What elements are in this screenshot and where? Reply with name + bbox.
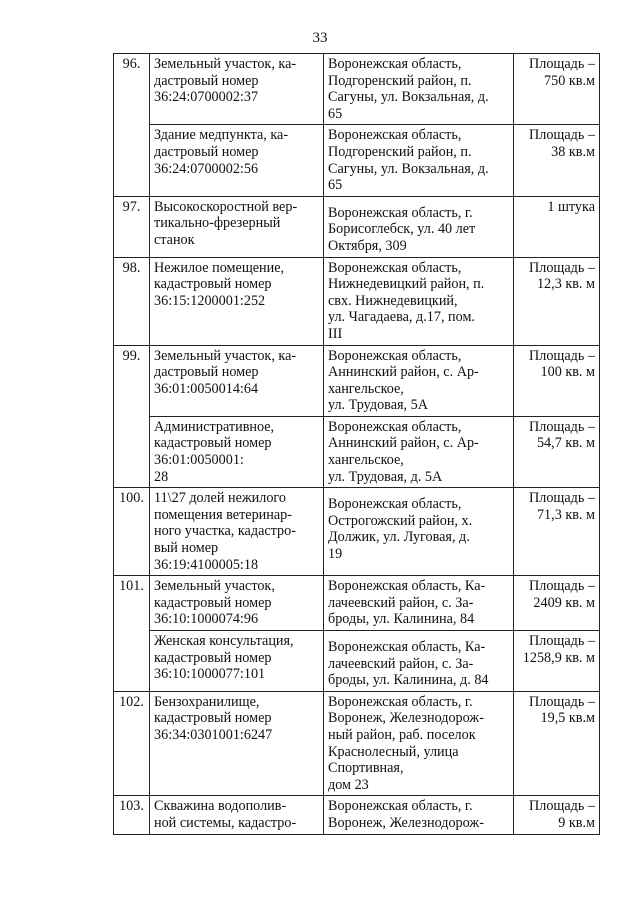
object-size [514,257,600,345]
object-name-line: помещения ветеринар- [154,506,292,523]
object-name-line: кадастровый номер [154,649,272,666]
object-address [324,631,514,692]
object-name-line: Земельный участок, [154,578,275,595]
table-row [114,691,600,796]
object-name [150,196,324,257]
row-number: 96. [114,54,150,197]
object-size-line: 71,3 кв. м [536,506,595,523]
object-size-line: Площадь – [529,418,595,435]
row-number: 97. [114,196,150,257]
object-size-line: 100 кв. м [540,364,595,381]
object-name-line: 36:10:1000077:101 [154,666,266,683]
table-row [114,631,600,692]
object-address-line: 65 [328,105,343,122]
row-number: 103. [114,796,150,834]
object-address [324,345,514,416]
object-address-line: Краснолесный, улица [328,743,459,760]
object-size-line: Площадь – [529,490,595,507]
object-address-line: III [328,325,343,342]
object-size [514,488,600,576]
object-address-line: ул. Трудовая, 5А [328,397,428,414]
object-name-line: 36:10:1000074:96 [154,611,259,628]
object-address-line: дом 23 [328,776,369,793]
object-size [514,691,600,796]
table-row [114,796,600,834]
object-name [150,576,324,631]
object-address-line: 65 [328,177,343,194]
object-size-line: 1 штука [547,198,595,215]
object-name-line: Здание медпункта, ка- [154,127,289,144]
object-address-line: Воронежская область, г. [328,204,473,221]
object-address [324,488,514,576]
object-address-line: 19 [328,546,343,563]
table-row [114,345,600,416]
object-address-line: броды, ул. Калинина, д. 84 [328,672,489,689]
object-name-line: Скважина водополив- [154,798,287,815]
object-name-line: 36:24:0700002:37 [154,89,259,106]
object-address-line: Сагуны, ул. Вокзальная, д. [328,160,489,177]
object-address-line: лачеевский район, с. За- [328,655,474,672]
object-size [514,125,600,196]
object-name-line: дастровый номер [154,364,259,381]
object-name-line: Бензохранилище, [154,693,260,710]
object-address-line: Воронежская область, [328,259,462,276]
object-name-line: Женская консультация, [154,633,294,649]
object-name-line: Высокоскоростной вер- [154,198,298,215]
object-address-line: Воронежская область, [328,127,462,144]
object-address-line: Воронежская область, [328,56,462,72]
object-name-line: Земельный участок, ка- [154,347,297,364]
object-name-line: 36:01:0050014:64 [154,380,259,397]
object-address [324,257,514,345]
object-name-line: кадастровый номер [154,276,272,293]
row-number: 102. [114,691,150,796]
object-name-line: кадастровый номер [154,594,272,611]
object-name-line: 36:01:0050001: [154,452,244,469]
object-size-line: 19,5 кв.м [540,710,595,727]
page-number: 33 [312,30,328,46]
object-name-line: 36:19:4100005:18 [154,556,259,573]
object-address-line: Острогожский район, х. [328,512,473,529]
object-size-line: Площадь – [529,259,595,276]
object-name-line: станок [154,231,195,248]
object-address-line: Воронежская область, [328,496,462,513]
object-address-line: Воронежская область, г. [328,798,473,815]
object-address-line: Спортивная, [328,760,404,777]
object-address-line: Подгоренский район, п. [328,72,472,89]
object-size-line: 54,7 кв. м [536,435,595,452]
object-size-line: Площадь – [529,633,595,649]
object-address-line: Борисоглебск, ул. 40 лет [328,221,476,238]
object-address-line: Октября, 309 [328,237,407,254]
table-row [114,416,600,487]
object-name [150,796,324,834]
object-size [514,416,600,487]
object-size-line: 750 кв.м [544,72,595,89]
row-number: 98. [114,257,150,345]
object-address [324,576,514,631]
object-size [514,631,600,692]
object-size [514,345,600,416]
table-row [114,576,600,631]
object-name-line: кадастровый номер [154,435,272,452]
object-size-line: 9 кв.м [558,814,595,831]
object-name-line: вый номер [154,540,219,557]
object-address-line: Должик, ул. Луговая, д. [328,529,470,546]
object-address [324,796,514,834]
object-address-line: Сагуны, ул. Вокзальная, д. [328,89,489,106]
object-name-line: 11\27 долей нежилого [154,490,286,507]
object-size-line: Площадь – [529,127,595,144]
object-address-line: Воронежская область, Ка- [328,578,486,595]
object-address-line: Аннинский район, с. Ар- [328,435,479,452]
object-address-line: Воронежская область, [328,418,462,435]
object-size-line: 38 кв.м [551,143,595,160]
object-name-line: 28 [154,468,169,485]
object-name-line: тикально-фрезерный [154,215,281,232]
object-name [150,416,324,487]
object-address [324,54,514,125]
object-name-line: Административное, [154,418,275,435]
object-address [324,691,514,796]
object-size-line: Площадь – [529,347,595,364]
object-size-line: Площадь – [529,798,595,815]
object-address-line: Воронеж, Железнодорож- [328,814,484,831]
object-address-line: броды, ул. Калинина, 84 [328,611,475,628]
object-size-line: Площадь – [529,56,595,72]
object-address-line: Воронежская область, [328,347,462,364]
object-address-line: лачеевский район, с. За- [328,594,474,611]
object-name [150,125,324,196]
property-table [113,53,600,835]
object-name [150,345,324,416]
object-size-line: 12,3 кв. м [536,276,595,293]
object-name-line: 36:24:0700002:56 [154,160,259,177]
object-name-line: кадастровый номер [154,710,272,727]
object-address-line: ный район, раб. поселок [328,726,476,743]
object-address-line: Подгоренский район, п. [328,143,472,160]
object-size [514,796,600,834]
object-size [514,54,600,125]
object-address-line: Воронеж, Железнодорож- [328,710,484,727]
object-size-line: Площадь – [529,693,595,710]
object-size-line: 2409 кв. м [533,594,595,611]
table-row [114,54,600,125]
object-address-line: ул. Трудовая, д. 5А [328,468,443,485]
object-address [324,125,514,196]
object-address-line: Нижнедевицкий район, п. [328,276,485,293]
object-name-line: Земельный участок, ка- [154,56,297,72]
object-name-line: ной системы, кадастро- [154,814,297,831]
object-address [324,196,514,257]
table-row [114,488,600,576]
object-name-line: Нежилое помещение, [154,259,285,276]
object-address-line: свх. Нижнедевицкий, [328,292,458,309]
object-name-line: дастровый номер [154,72,259,89]
object-name [150,488,324,576]
object-name-line: ного участка, кадастро- [154,523,296,540]
row-number: 100. [114,488,150,576]
object-name [150,691,324,796]
table-row [114,257,600,345]
object-size-line: 1258,9 кв. м [522,649,595,666]
object-address-line: ул. Чагадаева, д.17, пом. [328,309,475,326]
object-name [150,631,324,692]
table-row [114,125,600,196]
object-address-line: хангельское, [328,452,404,469]
row-number: 99. [114,345,150,488]
object-name [150,257,324,345]
table-row [114,196,600,257]
object-address-line: хангельское, [328,380,404,397]
object-address-line: Аннинский район, с. Ар- [328,364,479,381]
object-name [150,54,324,125]
object-address-line: Воронежская область, г. [328,693,473,710]
object-name-line: 36:15:1200001:252 [154,292,266,309]
object-name-line: 36:34:0301001:6247 [154,726,273,743]
object-address [324,416,514,487]
object-size [514,196,600,257]
object-address-line: Воронежская область, Ка- [328,639,486,655]
object-name-line: дастровый номер [154,143,259,160]
object-size-line: Площадь – [529,578,595,595]
row-number: 101. [114,576,150,692]
object-size [514,576,600,631]
